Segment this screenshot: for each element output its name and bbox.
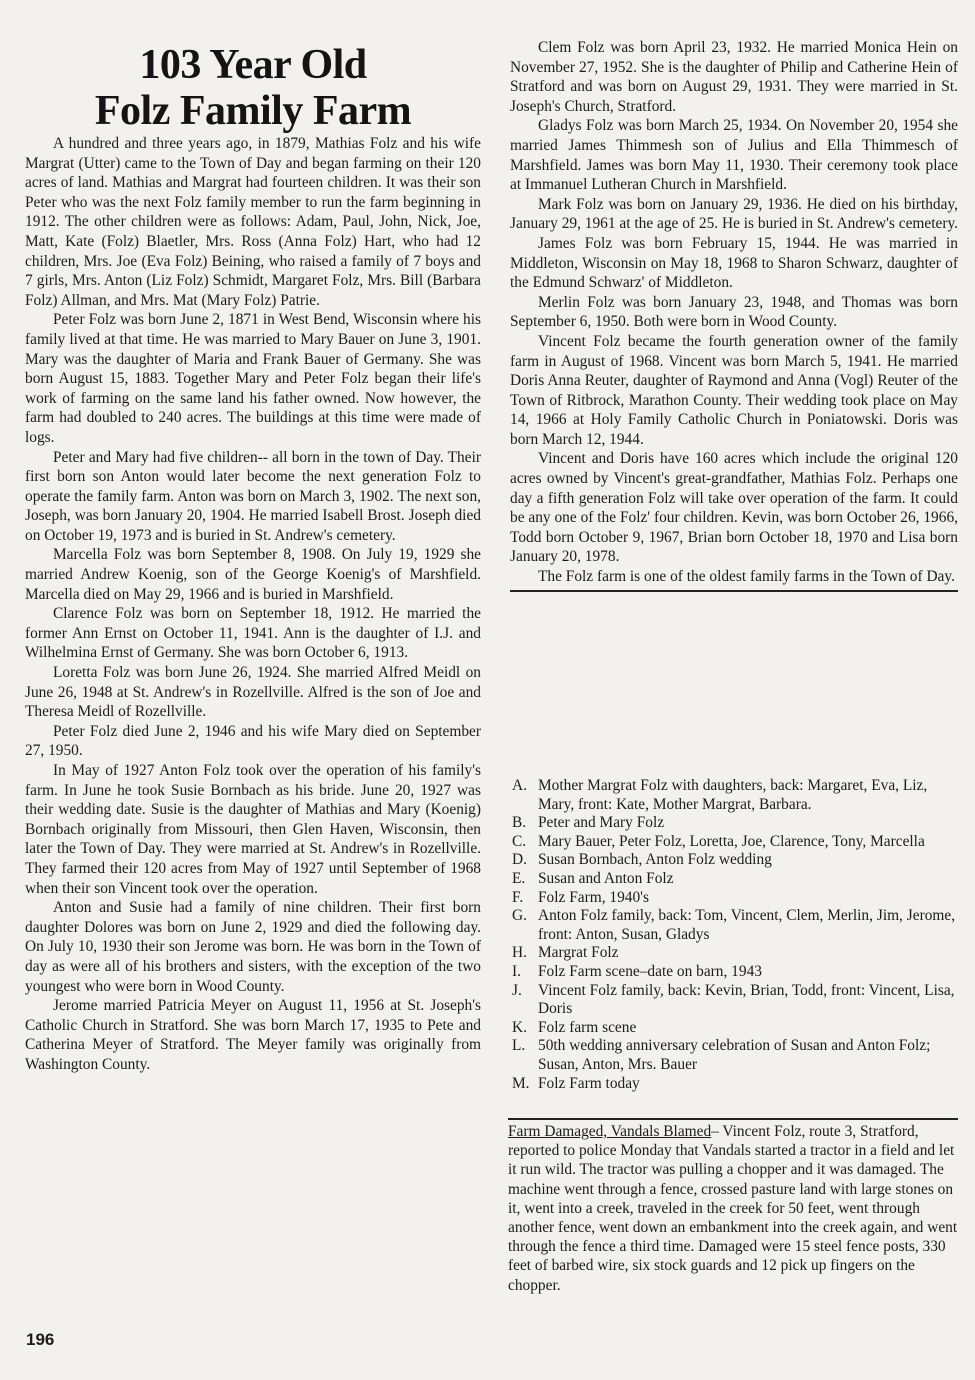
caption-text: Susan Bornbach, Anton Folz wedding [538,851,772,869]
page-number: 196 [26,1330,55,1349]
paragraph: Clem Folz was born April 23, 1932. He married Monica Hein on November 27, 1952. She is the daughter of Philip and Catherine Hein of Stratford and was born on August 29, 1931. They were married in St. Joseph's Church, Stratford. [510,39,958,115]
caption-item [512,889,960,908]
caption-item [512,814,960,833]
caption-text: Vincent Folz family, back: Kevin, Brian, Todd, front: Vincent, Lisa, Doris [538,981,955,1018]
paragraph: James Folz was born February 15, 1944. He was married in Middleton, Wisconsin on May 18, 1968 to Sharon Schwarz, daughter of the Edmund Schwarz' of Middleton. [510,234,958,292]
caption-text: 50th wedding anniversary celebration of Susan and Anton Folz; Susan, Anton, Mrs. Bauer [538,1037,931,1073]
caption-text: Margrat Folz [538,944,619,962]
paragraph: Clarence Folz was born on September 18, 1912. He married the former Ann Ernst on October 11, 1941. Ann is the daughter of I.J. and Wilhelmina Ernst of Germany. She was born October 6, 1913. [25,605,481,662]
caption-item [512,1037,960,1074]
title-line-1: 103 Year Old [139,42,367,88]
caption-text: Mother Margrat Folz with daughters, back: Margaret, Eva, Liz, Mary, front: Kate, Mother Margrat, Barbara. [538,777,928,813]
caption-item [512,870,960,889]
news-headline: Farm Damaged, Vandals Blamed [508,1123,712,1140]
caption-label: G. [512,907,527,925]
news-paragraph [508,1122,960,1295]
caption-item [512,1019,960,1038]
caption-label: M. [512,1074,530,1092]
caption-label: L. [512,1037,526,1055]
caption-text: Folz farm scene [538,1018,637,1036]
caption-label: F. [512,888,524,906]
caption-text: Mary Bauer, Peter Folz, Loretta, Joe, Clarence, Tony, Marcella [538,832,925,850]
caption-label: K. [512,1018,527,1036]
paragraph: Vincent and Doris have 160 acres which include the original 120 acres owned by Vincent's great-grandfather, Mathias Folz. Perhaps one day a fifth generation Folz will take over operation of the farm. It could be any one of the Folz' four children. Kevin, was born October 26, 1966, Todd born October 9, 1967, Brian born October 18, 1970 and Lisa born January 20, 1978. [510,450,958,566]
right-column [510,38,958,592]
caption-text: Folz Farm scene–date on barn, 1943 [538,962,762,980]
caption-label: A. [512,777,527,794]
caption-label: C. [512,832,527,850]
caption-text: Peter and Mary Folz [538,814,665,832]
article-title [25,42,481,134]
caption-item [512,907,960,944]
caption-label: J. [512,981,522,999]
paragraph: Peter Folz was born June 2, 1871 in West Bend, Wisconsin where his family lived at that time. He was married to Mary Bauer on June 3, 1901. Mary was the daughter of Maria and Frank Bauer of Germany. She was born August 15, 1883. Together Mary and Peter Folz began their life's work of farming on the same land his father owned. Now however, the farm had doubled to 240 acres. The buildings at this time were made of logs. [25,311,481,446]
paragraph: The Folz farm is one of the oldest family farms in the Town of Day. [538,568,955,586]
section-divider [510,590,958,592]
caption-item [512,963,960,982]
news-divider [508,1118,958,1120]
caption-text: Anton Folz family, back: Tom, Vincent, Clem, Merlin, Jim, Jerome, front: Anton, Susan, Gladys [538,907,956,943]
caption-label: H. [512,944,527,962]
paragraph: Gladys Folz was born March 25, 1934. On November 20, 1954 she married James Thimmesh son of Julius and Ella Thimmesch of Marshfield. James was born May 11, 1930. Their ceremony took place at Immanuel Lutheran Church in Marshfield. [510,117,958,194]
paragraph: Jerome married Patricia Meyer on August 11, 1956 at St. Joseph's Catholic Church in Stratford. She was born March 17, 1935 to Pete and Catherina Meyer of Stratford. The Meyer family was originally from Washington County. [25,997,481,1073]
caption-text: Susan and Anton Folz [538,869,674,887]
paragraph: Peter Folz died June 2, 1946 and his wife Mary died on September 27, 1950. [25,722,481,760]
caption-text: Folz Farm today [538,1074,640,1092]
caption-item [512,1075,960,1094]
caption-text: Folz Farm, 1940's [538,888,649,906]
caption-label: I. [512,962,521,980]
caption-label: E. [512,869,526,887]
caption-label: D. [512,851,527,869]
left-column-body [25,134,481,1075]
caption-item [512,944,960,963]
paragraph: Mark Folz was born on January 29, 1936. He died on his birthday, January 29, 1961 at the age of 25. He is buried in St. Andrew's cemetery. [510,195,958,233]
paragraph: Vincent Folz became the fourth generation owner of the family farm in August of 1968. Vincent was born March 5, 1941. He married Doris Anna Reuter, daughter of Raymond and Anna (Vogl) Reuter of the Town of Ritbrock, Marathon County. Their wedding took place on May 14, 1966 at Holy Family Catholic Church in Poniatowski. Doris was born March 12, 1944. [510,332,958,448]
news-item [508,1122,960,1295]
title-line-2: Folz Family Farm [94,88,412,134]
photo-caption-list [512,777,960,1093]
caption-label: B. [512,814,527,832]
paragraph: Anton and Susie had a family of nine children. Their first born daughter Dolores was born on June 2, 1929 and died the following day. On July 10, 1930 their son Jerome was born. He was born in the Town of day as were all of his brothers and sisters, with the exception of the two youngest who were born in Wood County. [25,899,481,995]
caption-item [512,777,960,814]
paragraph: Peter and Mary had five children-- all born in the town of Day. Their first born son Anton would later become the next generation Folz to operate the family farm. Anton was born on March 3, 1902. The next son, Joseph, was born January 20, 1904. He married Isabell Brost. Joseph died on October 19, 1973 and is buried in St. Andrew's cemetery. [25,448,481,544]
right-column-body [510,38,958,587]
paragraph: Loretta Folz was born June 26, 1924. She married Alfred Meidl on June 26, 1948 at St. Andrew's in Rozellville. Alfred is the son of Joe and Theresa Meidl of Rozellville. [25,664,481,721]
paragraph: Merlin Folz was born January 23, 1948, and Thomas was born September 6, 1950. Both were born in Wood County. [510,293,958,331]
caption-item [512,851,960,870]
paragraph: A hundred and three years ago, in 1879, Mathias Folz and his wife Margrat (Utter) came to the Town of Day and began farming on their 120 acres of land. Mathias and Margrat had fourteen children. It was their son Peter who was the next Folz family member to run the farm beginning in 1912. The other children were as follows: Adam, Paul, John, Nick, Joe, Matt, Kate (Folz) Blaetler, Mrs. Ross (Anna Folz) Hart, who had 12 children, Mrs. Joe (Eva Folz) Beining, who raised a family of 7 boys and 7 girls, Mrs. Anton (Liz Folz) Schmidt, Margaret Folz, Mrs. Bill (Barbara Folz) Allman, and Mrs. Mat (Mary Folz) Patrie. [25,135,481,309]
news-body: – Vincent Folz, route 3, Stratford, reported to police Monday that Vandals started a tractor in a field and let it run wild. The tractor was pulling a chopper and it was damaged. The machine went through a fence, crossed pasture land with large stones on it, went into a creek, traveled in the creek for 50 feet, went through another fence, went down an embankment into the creek again, and went through the fence a third time. Damaged were 15 steel fence posts, 330 feet of barbed wire, six stock guards and 12 pick up fingers on the chopper. [508,1123,958,1294]
paragraph: Marcella Folz was born September 8, 1908. On July 19, 1929 she married Andrew Koenig, son of the George Koenig's of Marshfield. Marcella died on May 29, 1966 and is buried in Marshfield. [25,546,481,603]
caption-item [512,833,960,852]
caption-item [512,982,960,1019]
left-column [25,42,481,1075]
paragraph: In May of 1927 Anton Folz took over the operation of his family's farm. In June he took Susie Bornbach as his bride. June 20, 1927 was their wedding date. Susie is the daughter of Mathias and Mary (Koenig) Bornbach originally from Missouri, then Glen Haven, Wisconsin, then later the Town of Day. They were married at St. Andrew's in Rozellville. They farmed their 120 acres from May of 1927 until September of 1968 when their son Vincent took over the operation. [25,762,481,897]
